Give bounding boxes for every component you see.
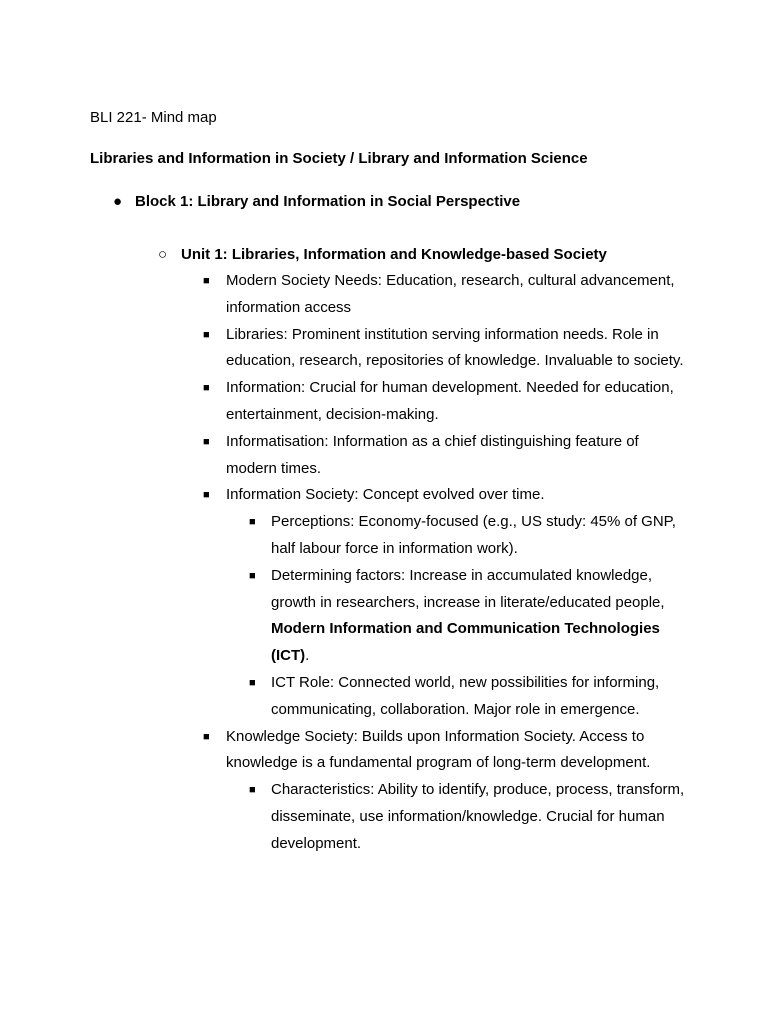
sub-item-text-end: . [305,647,310,665]
square-bullet-icon: ■ [203,382,210,395]
list-item-modern-society-needs [90,268,686,322]
document-subtitle: Libraries and Information in Society / Library and Information Science [90,150,588,167]
unit-label: Unit 1: Libraries, Information and Knowledge-based Society [181,246,607,263]
square-bullet-icon: ■ [203,275,210,287]
square-bullet-icon: ■ [203,489,210,502]
square-bullet-icon: ■ [203,730,210,743]
sub-item-text: Perceptions: Economy-focused (e.g., US study: 45% of GNP, half labour force in information work). [271,513,676,557]
sub-item-text: Characteristics: Ability to identify, produce, process, transform, disseminate, use information/knowledge. Crucial for human development. [271,781,685,852]
list-item-information [90,375,686,429]
knowledge-society-sublist [226,777,686,857]
information-society-sublist [226,509,686,723]
list-item-knowledge-society [90,724,686,858]
sub-item-text: ICT Role: Connected world, new possibilities for informing, communicating, collaboration. Major role in emergence. [271,673,660,718]
list-item-information-society [90,482,686,723]
square-bullet-icon: ■ [249,516,256,529]
square-bullet-icon: ■ [203,328,210,341]
block-label: Block 1: Library and Information in Social Perspective [135,193,521,210]
square-bullet-icon: ■ [203,435,210,448]
unit-items-list [90,268,690,858]
list-item-text: Information Society: Concept evolved over time. [226,486,545,504]
list-item-libraries [90,322,686,376]
sub-item-characteristics [226,777,686,857]
square-bullet-icon: ■ [249,569,256,582]
document-title: BLI 221- Mind map [90,109,217,126]
sub-item-perceptions [226,509,686,563]
block-heading [90,192,690,212]
list-item-text: Modern Society Needs: Education, research, cultural advancement, information access [226,272,675,316]
list-item-text: Libraries: Prominent institution serving information needs. Role in education, research, repositories of knowledge. Invaluable to society. [226,325,684,370]
circle-bullet-icon: ○ [158,246,168,263]
square-bullet-icon: ■ [249,676,256,689]
sub-item-determining-factors [226,563,686,670]
sub-item-bold-text: Modern Information and Communication Technologies (ICT) [271,620,660,665]
unit-heading [90,245,690,265]
unit-row [90,245,690,265]
sub-item-ict-role [226,670,686,724]
square-bullet-icon: ■ [249,784,256,797]
disc-bullet-icon: ● [113,193,123,210]
sub-item-text: Determining factors: Increase in accumulated knowledge, growth in researchers, increase in literate/educated people, [271,566,665,611]
list-item-informatisation [90,429,686,483]
block-row [90,192,690,212]
list-item-text: Knowledge Society: Builds upon Information Society. Access to knowledge is a fundamental program of long-term development. [226,727,651,772]
list-item-text: Information: Crucial for human development. Needed for education, entertainment, decision-making. [226,379,674,423]
list-item-text: Informatisation: Information as a chief distinguishing feature of modern times. [226,432,639,477]
